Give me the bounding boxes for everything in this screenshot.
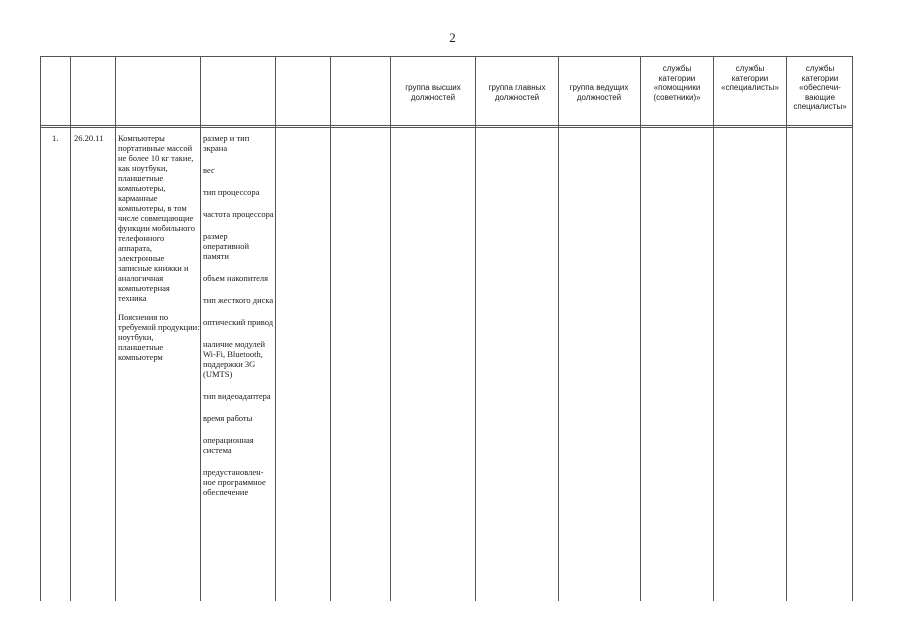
characteristic-item: наличие модулей Wi-Fi, Bluetooth, поддержки 3G (UMTS) (203, 339, 266, 379)
characteristic-item: вес (203, 165, 215, 175)
characteristic-item: предустановлен-ное программное обеспечение (203, 467, 266, 497)
characteristic-item: тип жесткого диска (203, 295, 274, 305)
characteristic-item: тип видеоадаптера (203, 391, 271, 401)
header-top-officials: группа высших должностей (405, 83, 461, 102)
page-number: 2 (449, 30, 456, 45)
header-assistants: службы категории «помощники (советники)» (653, 64, 701, 102)
characteristic-item: время работы (203, 413, 253, 423)
characteristic-item: размер и тип экрана (203, 133, 250, 153)
characteristics-list (203, 133, 275, 509)
header-leading-officials: группа ведущих должностей (569, 83, 629, 102)
requirements-table (40, 56, 852, 601)
header-specialists: службы категории «специалисты» (721, 64, 779, 92)
okpd-code: 26.20.11 (74, 133, 104, 143)
product-description (118, 133, 200, 371)
row-number: 1. (52, 133, 59, 143)
characteristic-item: размер оперативной памяти (203, 231, 249, 261)
header-support-specialists: службы категории «обеспечи-вающие специалисты» (793, 64, 847, 111)
header-chief-officials: группа главных должностей (488, 83, 546, 102)
characteristic-item: частота процессора (203, 209, 274, 219)
characteristic-item: объем накопителя (203, 273, 269, 283)
characteristic-item: тип процессора (203, 187, 260, 197)
explanation-text: Пояснения по требуемой продукции: ноутбуки, планшетные компьютерм (118, 312, 200, 362)
characteristic-item: оптический привод (203, 317, 274, 327)
characteristic-item: операционная система (203, 435, 254, 455)
description-text: Компьютеры портативные массой не более 10 кг такие, как ноутбуки, планшетные компьютеры, карманные компьютеры, в том числе совмещающие функции мобильного телефонного аппарата, электронные записные книжки и аналогичная компьютерная техника (118, 133, 195, 303)
